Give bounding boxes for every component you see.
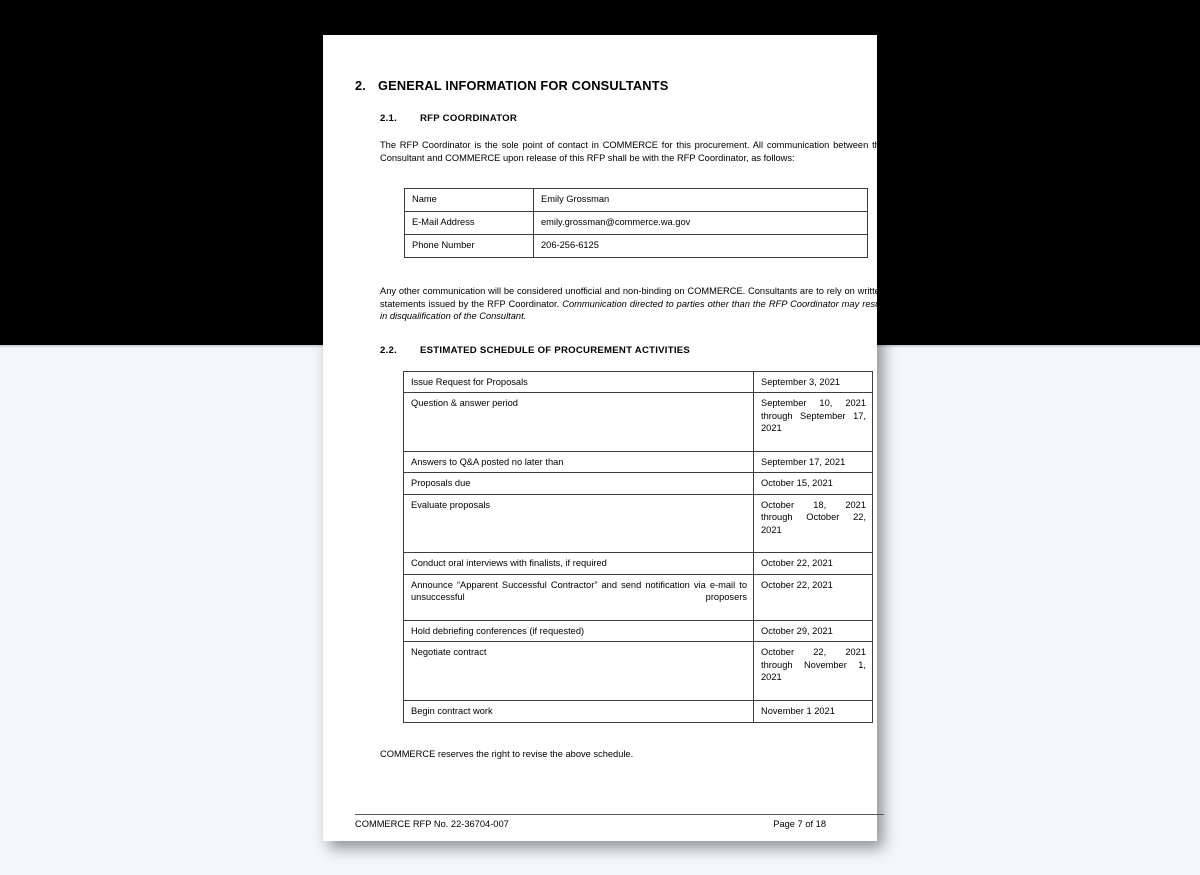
table-row <box>404 452 873 473</box>
subsection-number: 2.1. <box>380 113 398 124</box>
schedule-activity: Evaluate proposals <box>404 494 754 553</box>
section-number: 2. <box>355 78 367 93</box>
document-page <box>323 35 885 841</box>
procurement-schedule-table <box>403 371 873 723</box>
paragraph-italic-text: Communication directed to parties other than the RFP Coordinator may result in disqualification of the Consultant. <box>380 298 885 322</box>
table-row <box>404 371 873 392</box>
subsection-heading-2-1 <box>355 113 885 124</box>
footer-page-number: Page 7 of 18 <box>773 819 826 829</box>
schedule-activity: Hold debriefing conferences (if requested) <box>404 621 754 642</box>
contact-label-phone: Phone Number <box>405 235 534 258</box>
schedule-activity-text: Announce “Apparent Successful Contractor” and send notification via e-mail to unsuccessful proposers <box>411 579 747 603</box>
schedule-activity: Question & answer period <box>404 393 754 452</box>
footer-rfp-number: COMMERCE RFP No. 22-36704-007 <box>355 819 509 829</box>
spacer <box>355 164 885 188</box>
schedule-date: November 1 2021 <box>754 701 873 722</box>
section-title: GENERAL INFORMATION FOR CONSULTANTS <box>378 78 669 93</box>
contact-value-email: emily.grossman@commerce.wa.gov <box>534 212 868 235</box>
schedule-date-text: October 22, 2021 through November 1, 2021 <box>761 647 866 683</box>
table-row <box>404 621 873 642</box>
schedule-date: October 15, 2021 <box>754 473 873 494</box>
schedule-date: October 22, 2021 <box>754 574 873 620</box>
subsection-number: 2.2. <box>380 344 398 356</box>
schedule-date: October 29, 2021 <box>754 621 873 642</box>
subsection-heading-2-2 <box>355 345 885 356</box>
table-row <box>404 494 873 553</box>
schedule-date: October 22, 2021 <box>754 553 873 574</box>
rfp-coordinator-contact-table <box>404 188 868 258</box>
section-heading <box>355 78 885 93</box>
subsection-title: ESTIMATED SCHEDULE OF PROCUREMENT ACTIVITIES <box>420 344 691 356</box>
schedule-date-text: September 10, 2021 through September 17, 2021 <box>761 398 866 434</box>
contact-value-phone: 206-256-6125 <box>534 235 868 258</box>
rfp-coordinator-intro-paragraph: The RFP Coordinator is the sole point of contact in COMMERCE for this procurement. All communication between the Consultant and COMMERCE upon release of this RFP shall be with the RFP Coordinator, as follows: <box>380 140 885 163</box>
spacer <box>355 723 885 748</box>
schedule-date: September 3, 2021 <box>754 371 873 392</box>
schedule-date-text: October 18, 2021 through October 22, 2021 <box>761 499 866 535</box>
table-row <box>404 701 873 722</box>
table-row <box>404 642 873 701</box>
schedule-activity: Issue Request for Proposals <box>404 371 754 392</box>
schedule-date <box>754 494 873 553</box>
table-row <box>404 574 873 620</box>
schedule-date: September 17, 2021 <box>754 452 873 473</box>
schedule-activity: Negotiate contract <box>404 642 754 701</box>
schedule-activity: Proposals due <box>404 473 754 494</box>
spacer <box>355 258 885 285</box>
contact-label-email: E-Mail Address <box>405 212 534 235</box>
unofficial-communication-paragraph <box>355 285 885 323</box>
schedule-date <box>754 642 873 701</box>
table-row <box>404 473 873 494</box>
schedule-closing-note: COMMERCE reserves the right to revise the above schedule. <box>380 748 634 759</box>
schedule-activity: Begin contract work <box>404 701 754 722</box>
subsection-title: RFP COORDINATOR <box>420 113 518 124</box>
schedule-activity: Conduct oral interviews with finalists, if required <box>404 553 754 574</box>
schedule-activity: Answers to Q&A posted no later than <box>404 452 754 473</box>
table-row <box>404 393 873 452</box>
contact-label-name: Name <box>405 189 534 212</box>
page-content <box>355 78 885 760</box>
table-row <box>405 189 868 212</box>
schedule-activity <box>404 574 754 620</box>
table-row <box>405 212 868 235</box>
contact-value-name: Emily Grossman <box>534 189 868 212</box>
table-row <box>405 235 868 258</box>
page-footer <box>355 814 884 829</box>
paragraph-plain-text: Any other communication will be considered unofficial and non-binding on COMMERCE. Consultants are to rely on written statements issued by the RFP Coordinator. <box>380 286 885 309</box>
spacer <box>355 323 885 345</box>
table-row <box>404 553 873 574</box>
schedule-date <box>754 393 873 452</box>
